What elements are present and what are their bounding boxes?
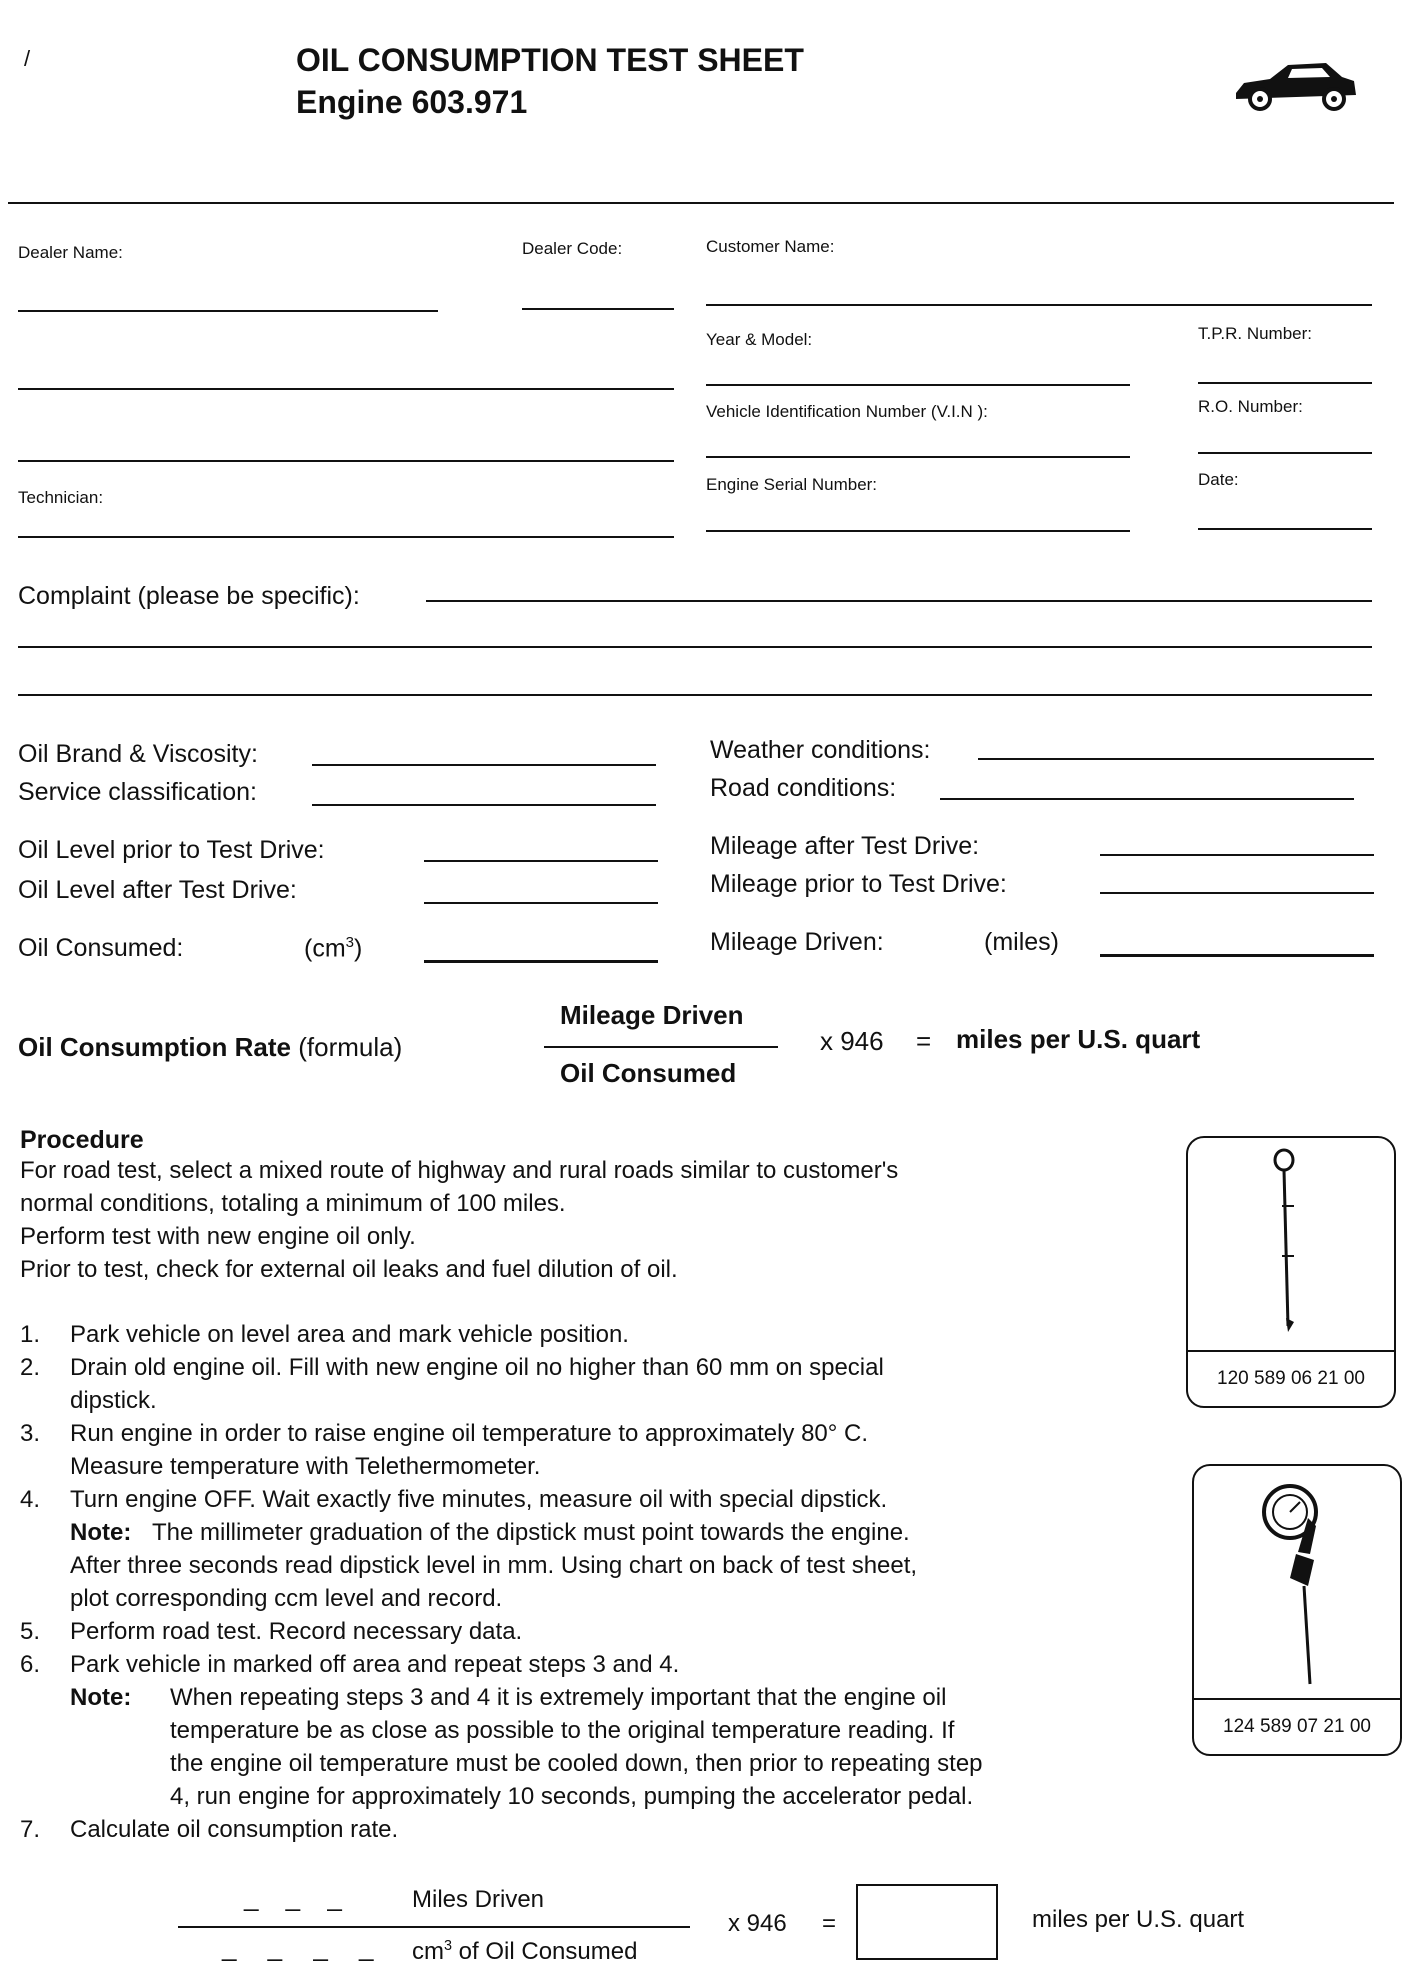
telethermometer-tool-box [1192, 1464, 1402, 1756]
step-6 [20, 1648, 1160, 1813]
vin-line[interactable] [706, 456, 1130, 458]
note-label: Note: [70, 1684, 132, 1711]
telethermometer-icon [1250, 1474, 1350, 1694]
complaint-line-3[interactable] [18, 694, 1372, 696]
oil-consumed-label: Oil Consumed: [18, 934, 184, 962]
mileage-after-label: Mileage after Test Drive: [710, 832, 980, 860]
step-3 [20, 1417, 1160, 1483]
step-7 [20, 1813, 1160, 1846]
step-text: Perform road test. Record necessary data. [70, 1618, 523, 1645]
year-model-line[interactable] [706, 384, 1130, 386]
formula-denominator: Oil Consumed [560, 1058, 737, 1088]
stray-mark: / [24, 46, 31, 71]
step-2 [20, 1351, 1160, 1417]
vin-label: Vehicle Identification Number (V.I.N ): [706, 402, 988, 421]
step-number: 5. [20, 1618, 41, 1645]
procedure-intro [20, 1154, 1160, 1286]
calc-fraction-line [178, 1926, 690, 1928]
formula-fraction-line [544, 1046, 778, 1048]
calc-denominator: $cm^3$ of Oil Consumed [412, 1938, 638, 1965]
oil-level-prior-line[interactable] [424, 860, 658, 862]
step-6-note [70, 1681, 983, 1813]
procedure-intro-line: Prior to test, check for external oil leaks and fuel dilution of oil. [20, 1256, 678, 1283]
oil-brand-line[interactable] [312, 764, 656, 766]
formula-equals: = [916, 1026, 932, 1056]
oil-level-prior-label: Oil Level prior to Test Drive: [18, 836, 325, 864]
oil-consumed-unit: $(cm^3)$ [304, 934, 363, 963]
year-model-label: Year & Model: [706, 330, 813, 349]
road-line[interactable] [940, 798, 1354, 800]
dealer-name-line[interactable] [18, 310, 438, 312]
page-title: OIL CONSUMPTION TEST SHEET [296, 42, 804, 78]
calc-result-box[interactable] [856, 1884, 998, 1960]
step-text: Drain old engine oil. Fill with new engine oil no higher than 60 mm on special [70, 1354, 884, 1381]
oil-level-after-label: Oil Level after Test Drive: [18, 876, 297, 904]
oil-level-after-line[interactable] [424, 902, 658, 904]
complaint-label: Complaint (please be specific): [18, 582, 360, 610]
customer-name-label: Customer Name: [706, 237, 835, 256]
formula-numerator: Mileage Driven [560, 1000, 744, 1030]
calc-result-label: miles per U.S. quart [1032, 1906, 1245, 1933]
note-text: plot corresponding ccm level and record. [70, 1585, 503, 1612]
step-4-note [70, 1516, 917, 1549]
technician-label: Technician: [18, 488, 104, 507]
dealer-address-line-1[interactable] [18, 388, 674, 390]
complaint-line-1[interactable] [426, 600, 1372, 602]
step-text: Turn engine OFF. Wait exactly five minutes, measure oil with special dipstick. [70, 1486, 888, 1513]
telethermometer-part-number: 124 589 07 21 00 [1194, 1698, 1400, 1754]
mileage-prior-label: Mileage prior to Test Drive: [710, 870, 1007, 898]
engine-serial-label: Engine Serial Number: [706, 475, 878, 494]
step-text: Park vehicle in marked off area and repeat steps 3 and 4. [70, 1651, 680, 1678]
calc-numerator: Miles Driven [412, 1886, 545, 1913]
step-1 [20, 1318, 1160, 1351]
procedure-intro-line: Perform test with new engine oil only. [20, 1223, 416, 1250]
dipstick-icon [1258, 1146, 1318, 1346]
ro-number-line[interactable] [1198, 452, 1372, 454]
service-class-label: Service classification: [18, 778, 257, 806]
oil-brand-label: Oil Brand & Viscosity: [18, 740, 258, 768]
mileage-driven-label: Mileage Driven: [710, 928, 884, 956]
dipstick-tool-box [1186, 1136, 1396, 1408]
mileage-driven-line[interactable] [1100, 954, 1374, 957]
step-text: Measure temperature with Telethermometer. [70, 1453, 541, 1480]
step-text: Park vehicle on level area and mark vehicle position. [70, 1321, 629, 1348]
calc-multiplier: x 946 [728, 1910, 787, 1937]
date-label: Date: [1198, 470, 1239, 489]
procedure-steps [20, 1318, 1160, 1846]
procedure-heading: Procedure [20, 1126, 144, 1154]
dealer-code-label: Dealer Code: [522, 239, 623, 258]
step-number: 4. [20, 1486, 41, 1513]
technician-line[interactable] [18, 536, 674, 538]
step-number: 1. [20, 1321, 41, 1348]
mileage-driven-unit: (miles) [984, 928, 1059, 956]
car-icon [1230, 55, 1360, 115]
formula-label [18, 1032, 402, 1063]
customer-name-line[interactable] [706, 304, 1372, 306]
header-rule [8, 202, 1394, 204]
service-class-line[interactable] [312, 804, 656, 806]
mileage-prior-line[interactable] [1100, 892, 1374, 894]
calc-equals: = [822, 1910, 837, 1937]
formula-multiplier: x 946 [820, 1026, 884, 1056]
calc-dashes-bottom: _ _ _ _ [222, 1932, 386, 1962]
dealer-code-line[interactable] [522, 308, 674, 310]
page-subtitle: Engine 603.971 [296, 84, 528, 120]
oil-consumed-line[interactable] [424, 960, 658, 963]
calc-dashes-top: _ _ _ [244, 1882, 352, 1912]
formula-label-normal: (formula) [298, 1032, 403, 1062]
ro-number-label: R.O. Number: [1198, 397, 1303, 416]
weather-label: Weather conditions: [710, 736, 931, 764]
note-text: the engine oil temperature must be cooled down, then prior to repeating step [170, 1750, 983, 1777]
procedure-intro-line: normal conditions, totaling a minimum of 100 miles. [20, 1190, 566, 1217]
note-text: When repeating steps 3 and 4 it is extremely important that the engine oil [170, 1684, 947, 1711]
tpr-number-label: T.P.R. Number: [1198, 324, 1313, 343]
weather-line[interactable] [978, 758, 1374, 760]
step-number: 7. [20, 1816, 41, 1843]
step-number: 6. [20, 1651, 41, 1678]
dealer-name-label: Dealer Name: [18, 243, 123, 262]
note-label: Note: [70, 1519, 132, 1546]
dealer-address-line-2[interactable] [18, 460, 674, 462]
procedure-intro-line: For road test, select a mixed route of highway and rural roads similar to customer's [20, 1157, 899, 1184]
note-text: After three seconds read dipstick level in mm. Using chart on back of test sheet, [70, 1552, 918, 1579]
formula-label-bold: Oil Consumption Rate [18, 1032, 291, 1062]
road-label: Road conditions: [710, 774, 897, 802]
note-text: The millimeter graduation of the dipstick must point towards the engine. [152, 1519, 910, 1546]
date-line[interactable] [1198, 528, 1372, 530]
step-4 [20, 1483, 1160, 1615]
dipstick-part-number: 120 589 06 21 00 [1188, 1350, 1394, 1406]
step-text: Calculate oil consumption rate. [70, 1816, 399, 1843]
mileage-after-line[interactable] [1100, 854, 1374, 856]
step-text: dipstick. [70, 1387, 157, 1414]
complaint-line-2[interactable] [18, 646, 1372, 648]
engine-serial-line[interactable] [706, 530, 1130, 532]
formula-result: miles per U.S. quart [956, 1024, 1201, 1054]
step-5 [20, 1615, 1160, 1648]
step-number: 3. [20, 1420, 41, 1447]
tpr-number-line[interactable] [1198, 382, 1372, 384]
note-text: 4, run engine for approximately 10 seconds, pumping the accelerator pedal. [170, 1783, 974, 1810]
step-text: Run engine in order to raise engine oil temperature to approximately 80° C. [70, 1420, 869, 1447]
step-number: 2. [20, 1354, 41, 1381]
note-text: temperature be as close as possible to the original temperature reading. If [170, 1717, 955, 1744]
